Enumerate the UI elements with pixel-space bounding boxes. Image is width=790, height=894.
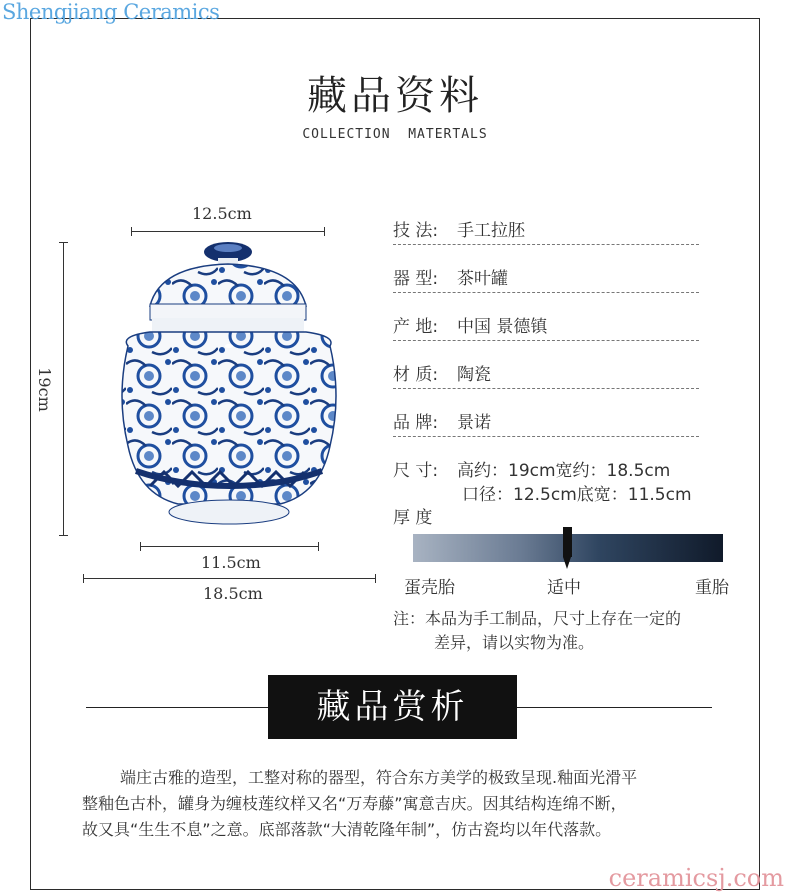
spec-type: 器 型: 茶叶罐 [393, 269, 508, 289]
body-width-tick-right [375, 574, 376, 583]
thickness-label: 厚 度 [393, 508, 433, 528]
section-title: 藏品赏析 [268, 675, 517, 739]
spec-divider [393, 340, 699, 341]
page-subtitle: COLLECTION MATERTALS [302, 127, 488, 142]
description-paragraph [82, 765, 722, 843]
spec-material: 材 质: 陶瓷 [393, 365, 491, 385]
height-tick-top [59, 242, 68, 243]
thickness-left-label: 蛋壳胎 [404, 578, 455, 598]
spec-divider [393, 388, 699, 389]
body-width-line [83, 578, 376, 579]
spec-size: 尺 寸: 高约：19cm宽约：18.5cm [393, 461, 671, 481]
watermark-top: Shengjiang Ceramics [2, 0, 220, 24]
description-line-3: 故又具“生生不息”之意。底部落款“大清乾隆年制”，仿古瓷均以年代落款。 [82, 820, 612, 839]
base-width-line [140, 546, 319, 547]
base-width-label: 11.5cm [201, 553, 261, 572]
lid-width-tick-left [131, 227, 132, 236]
spec-divider [393, 436, 699, 437]
spec-divider [393, 244, 699, 245]
body-width-tick-left [83, 574, 84, 583]
page-title: 藏品资料 [307, 73, 483, 119]
thickness-middle-label: 适中 [547, 578, 581, 598]
lid-width-tick-right [324, 227, 325, 236]
lid-width-label: 12.5cm [192, 204, 252, 223]
lid-width-line [131, 231, 325, 232]
spec-origin: 产 地: 中国 景德镇 [393, 317, 548, 337]
description-line-2: 整釉色古朴，罐身为缠枝莲纹样又名“万寿藤”寓意吉庆。因其结构连绵不断， [82, 794, 627, 813]
spec-size-line2: 口径：12.5cm底宽：11.5cm [462, 485, 692, 505]
height-tick-bottom [59, 535, 68, 536]
thickness-pointer [563, 527, 572, 557]
tea-jar-image [80, 236, 380, 536]
spec-divider [393, 292, 699, 293]
height-label: 19cm [34, 367, 54, 412]
spec-technique: 技 法: 手工拉胚 [393, 221, 525, 241]
thickness-right-label: 重胎 [695, 578, 729, 598]
thickness-pointer-tip [563, 557, 571, 569]
base-width-tick-right [318, 542, 319, 551]
spec-brand: 品 牌: 景诺 [393, 413, 491, 433]
base-width-tick-left [140, 542, 141, 551]
watermark-bottom: ceramicsj.com [608, 864, 784, 892]
body-width-label: 18.5cm [203, 584, 263, 603]
section-divider-left [86, 707, 269, 708]
section-divider-right [516, 707, 712, 708]
note-line-2: 差异，请以实物为准。 [434, 633, 595, 652]
height-line [63, 242, 64, 536]
description-line-1: 端庄古雅的造型，工整对称的器型，符合东方美学的极致呈现.釉面光滑平 [120, 768, 638, 787]
note-line-1: 注：本品为手工制品，尺寸上存在一定的 [393, 609, 682, 628]
